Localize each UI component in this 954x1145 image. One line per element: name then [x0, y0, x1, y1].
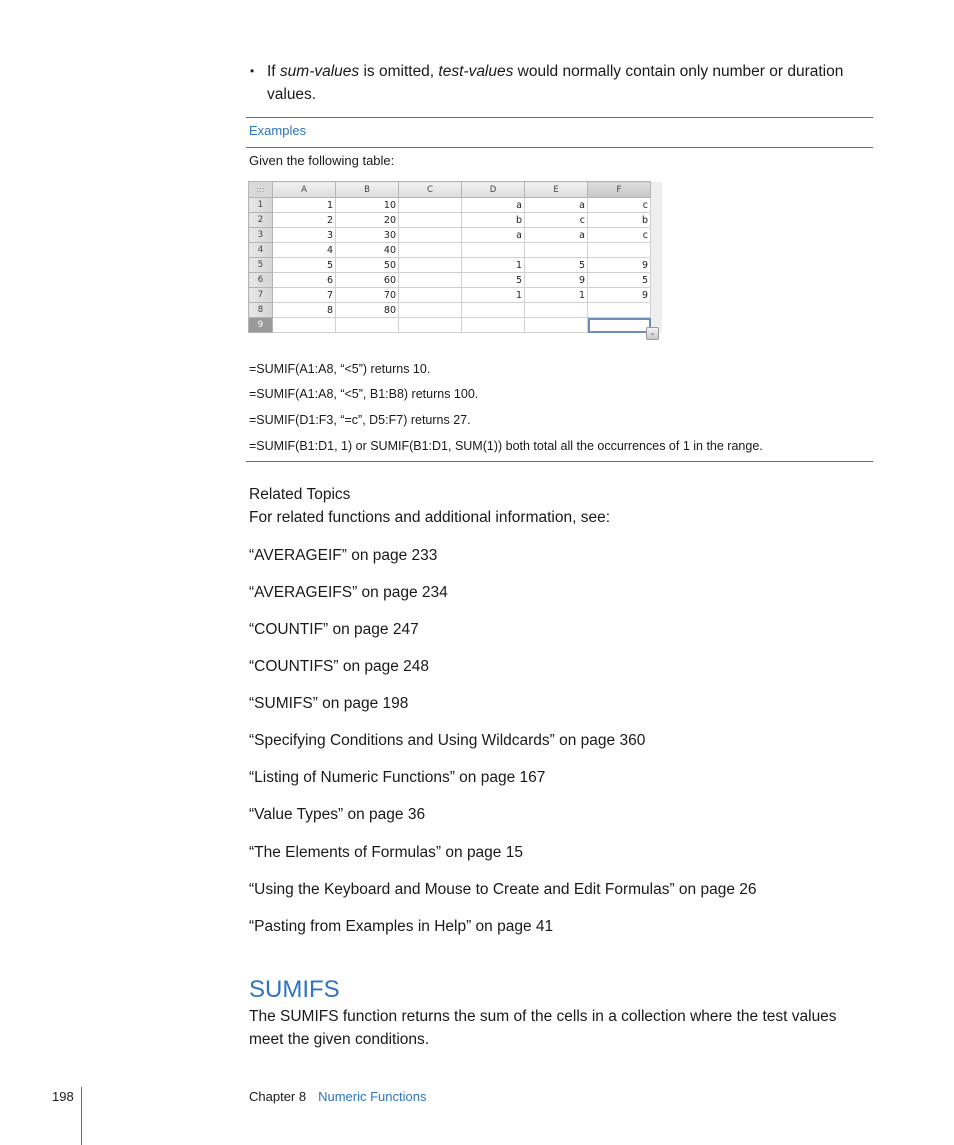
cell[interactable]: c	[525, 213, 588, 228]
cell[interactable]: 40	[336, 243, 399, 258]
sheet-scroll-edge	[651, 182, 662, 198]
cell[interactable]	[399, 243, 462, 258]
chapter-name[interactable]: Numeric Functions	[318, 1089, 427, 1104]
bullet-pre: If	[267, 63, 280, 80]
sheet-scroll-edge	[651, 243, 662, 258]
related-link-wildcards[interactable]: “Specifying Conditions and Using Wildcards” on page 360	[249, 732, 646, 749]
cell[interactable]: 8	[273, 303, 336, 318]
related-link-elements-of-formulas[interactable]: “The Elements of Formulas” on page 15	[249, 844, 523, 861]
formula-example-3: =SUMIF(D1:F3, “=c”, D5:F7) returns 27.	[249, 413, 471, 427]
sheet-scroll-edge	[651, 303, 662, 318]
examples-heading: Examples	[249, 123, 307, 138]
row-header[interactable]: 4	[249, 243, 273, 258]
bullet-post: would normally contain only number or duration values.	[267, 63, 844, 103]
bullet-symbol: •	[250, 64, 255, 78]
cell[interactable]	[399, 198, 462, 213]
cell[interactable]: c	[588, 198, 651, 213]
section-body: The SUMIFS function returns the sum of the cells in a collection where the test values meet the given conditions.	[249, 1008, 837, 1048]
row-header[interactable]: 5	[249, 258, 273, 273]
formula-example-4: =SUMIF(B1:D1, 1) or SUMIF(B1:D1, SUM(1)) both total all the occurrences of 1 in the range.	[249, 439, 763, 453]
table-row	[249, 273, 662, 288]
cell[interactable]: c	[588, 228, 651, 243]
sheet-scroll-edge	[651, 258, 662, 273]
examples-bottom-rule	[246, 147, 873, 148]
table-row	[249, 288, 662, 303]
related-link-averageif[interactable]: “AVERAGEIF” on page 233	[249, 547, 438, 564]
sheet-scroll-edge	[651, 198, 662, 213]
sheet-scroll-edge	[651, 228, 662, 243]
cell[interactable]	[462, 318, 525, 333]
row-header[interactable]: 7	[249, 288, 273, 303]
cell[interactable]: 5	[462, 273, 525, 288]
cell[interactable]	[399, 273, 462, 288]
cell[interactable]	[399, 318, 462, 333]
cell[interactable]	[588, 243, 651, 258]
cell[interactable]: 30	[336, 228, 399, 243]
cell[interactable]: 60	[336, 273, 399, 288]
sum-values-term: sum-values	[279, 63, 360, 80]
cell[interactable]: 5	[588, 273, 651, 288]
sheet-scroll-edge	[651, 273, 662, 288]
cell[interactable]	[336, 318, 399, 333]
table-row	[249, 213, 662, 228]
table-row	[249, 303, 662, 318]
cell[interactable]: 5	[273, 258, 336, 273]
related-link-numeric-functions[interactable]: “Listing of Numeric Functions” on page 167	[249, 769, 546, 786]
formula-example-2: =SUMIF(A1:A8, “<5”, B1:B8) returns 100.	[249, 387, 479, 401]
column-header-b[interactable]: B	[336, 182, 399, 198]
related-link-value-types[interactable]: “Value Types” on page 36	[249, 806, 426, 823]
column-header-d[interactable]: D	[462, 182, 525, 198]
resize-handle-icon[interactable]: ⌄	[646, 327, 659, 340]
examples-end-rule	[246, 461, 873, 462]
footer-chapter	[249, 1089, 426, 1104]
cell[interactable]: 2	[273, 213, 336, 228]
cell[interactable]: 1	[525, 288, 588, 303]
cell[interactable]: b	[462, 213, 525, 228]
row-header-selected[interactable]: 9	[249, 318, 273, 333]
table-row	[249, 318, 662, 333]
row-header[interactable]: 2	[249, 213, 273, 228]
cell[interactable]	[399, 213, 462, 228]
related-topics-intro: For related functions and additional information, see:	[249, 509, 611, 526]
cell[interactable]: 9	[588, 288, 651, 303]
related-link-pasting-examples[interactable]: “Pasting from Examples in Help” on page 41	[249, 918, 554, 935]
row-header[interactable]: 3	[249, 228, 273, 243]
cell[interactable]: a	[525, 198, 588, 213]
cell[interactable]	[399, 303, 462, 318]
example-spreadsheet	[248, 181, 662, 333]
cell[interactable]	[399, 228, 462, 243]
formula-example-1: =SUMIF(A1:A8, “<5”) returns 10.	[249, 362, 431, 376]
given-text: Given the following table:	[249, 153, 395, 168]
sheet-scroll-edge	[651, 288, 662, 303]
cell[interactable]	[462, 243, 525, 258]
cell[interactable]: 80	[336, 303, 399, 318]
related-link-countif[interactable]: “COUNTIF” on page 247	[249, 621, 419, 638]
cell[interactable]: 10	[336, 198, 399, 213]
cell[interactable]	[399, 258, 462, 273]
page-number: 198	[52, 1089, 74, 1104]
cell[interactable]: 9	[525, 273, 588, 288]
related-link-countifs[interactable]: “COUNTIFS” on page 248	[249, 658, 430, 675]
cell[interactable]: 70	[336, 288, 399, 303]
cell[interactable]: 3	[273, 228, 336, 243]
table-row	[249, 228, 662, 243]
table-row	[249, 258, 662, 273]
cell[interactable]: a	[525, 228, 588, 243]
cell[interactable]: a	[462, 198, 525, 213]
row-header[interactable]: 8	[249, 303, 273, 318]
cell[interactable]: 7	[273, 288, 336, 303]
sheet-corner[interactable]: :::	[249, 182, 273, 198]
section-title: SUMIFS	[249, 976, 340, 1003]
column-header-e[interactable]: E	[525, 182, 588, 198]
test-values-term: test-values	[438, 63, 514, 80]
cell[interactable]	[525, 318, 588, 333]
row-header[interactable]: 1	[249, 198, 273, 213]
column-header-f[interactable]: F	[588, 182, 651, 198]
cell[interactable]: b	[588, 213, 651, 228]
cell[interactable]	[462, 303, 525, 318]
cell[interactable]: 9	[588, 258, 651, 273]
footer-divider	[81, 1087, 82, 1145]
cell[interactable]: a	[462, 228, 525, 243]
cell[interactable]: 1	[462, 258, 525, 273]
cell[interactable]	[525, 303, 588, 318]
selected-cell[interactable]	[588, 318, 651, 333]
column-header-a[interactable]: A	[273, 182, 336, 198]
related-link-keyboard-mouse[interactable]: “Using the Keyboard and Mouse to Create and Edit Formulas” on page 26	[249, 881, 757, 898]
bullet-text	[267, 60, 875, 106]
row-header[interactable]: 6	[249, 273, 273, 288]
related-link-averageifs[interactable]: “AVERAGEIFS” on page 234	[249, 584, 448, 601]
related-link-sumifs[interactable]: “SUMIFS” on page 198	[249, 695, 409, 712]
cell[interactable]	[588, 303, 651, 318]
examples-top-rule	[246, 117, 873, 118]
cell[interactable]: 1	[273, 198, 336, 213]
cell[interactable]: 4	[273, 243, 336, 258]
cell[interactable]	[399, 288, 462, 303]
column-header-c[interactable]: C	[399, 182, 462, 198]
table-row	[249, 198, 662, 213]
cell[interactable]	[525, 243, 588, 258]
related-topics-heading: Related Topics	[249, 486, 351, 503]
cell[interactable]	[273, 318, 336, 333]
cell[interactable]: 50	[336, 258, 399, 273]
cell[interactable]: 5	[525, 258, 588, 273]
bullet-mid: is omitted,	[359, 63, 439, 80]
cell[interactable]: 6	[273, 273, 336, 288]
table-row	[249, 243, 662, 258]
cell[interactable]: 20	[336, 213, 399, 228]
cell[interactable]: 1	[462, 288, 525, 303]
chapter-label: Chapter 8	[249, 1089, 307, 1104]
sheet-scroll-edge	[651, 213, 662, 228]
